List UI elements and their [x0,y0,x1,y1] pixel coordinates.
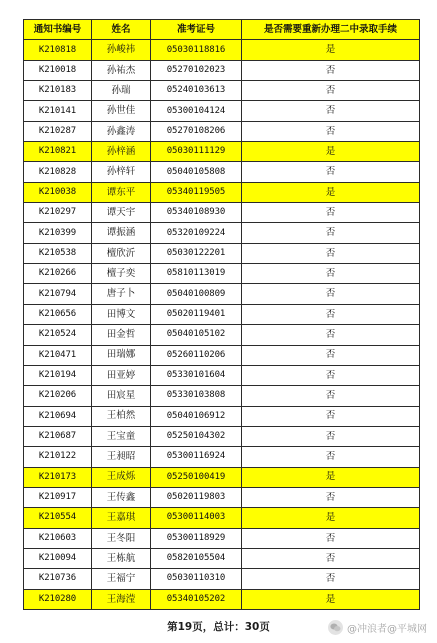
cell-notice-number: K210206 [24,386,92,406]
cell-student-name: 王嘉琪 [92,508,151,528]
cell-reapply-status: 是 [242,40,420,60]
cell-exam-number: 05330103808 [151,386,242,406]
cell-student-name: 田宸星 [92,386,151,406]
cell-notice-number: K210736 [24,569,92,589]
cell-notice-number: K210094 [24,548,92,568]
cell-exam-number: 05250100419 [151,467,242,487]
cell-student-name: 孙瑞 [92,81,151,101]
cell-notice-number: K210280 [24,589,92,609]
cell-notice-number: K210183 [24,81,92,101]
cell-student-name: 王传鑫 [92,487,151,507]
cell-exam-number: 05270102023 [151,60,242,80]
wechat-logo-icon [328,620,343,635]
cell-student-name: 唐子卜 [92,284,151,304]
cell-reapply-status: 否 [242,81,420,101]
cell-notice-number: K210656 [24,304,92,324]
cell-notice-number: K210399 [24,223,92,243]
cell-student-name: 檀子奕 [92,264,151,284]
cell-reapply-status: 否 [242,101,420,121]
cell-student-name: 王栋航 [92,548,151,568]
table-row [24,81,420,101]
wechat-bubbles-icon [330,623,341,632]
cell-student-name: 谭振涵 [92,223,151,243]
cell-notice-number: K210694 [24,406,92,426]
cell-reapply-status: 否 [242,386,420,406]
cell-reapply-status: 否 [242,243,420,263]
cell-student-name: 孙鑫涛 [92,121,151,141]
cell-notice-number: K210297 [24,203,92,223]
table-row [24,508,420,528]
cell-reapply-status: 否 [242,528,420,548]
cell-exam-number: 05810113019 [151,264,242,284]
cell-notice-number: K210828 [24,162,92,182]
table-header-row [24,20,420,40]
cell-notice-number: K210794 [24,284,92,304]
cell-reapply-status: 否 [242,121,420,141]
cell-student-name: 田博文 [92,304,151,324]
cell-notice-number: K210603 [24,528,92,548]
cell-student-name: 王宝童 [92,426,151,446]
cell-exam-number: 05270108206 [151,121,242,141]
cell-exam-number: 05020119803 [151,487,242,507]
table-row [24,60,420,80]
cell-notice-number: K210821 [24,142,92,162]
cell-reapply-status: 否 [242,284,420,304]
cell-student-name: 檀欣沂 [92,243,151,263]
cell-student-name: 谭东平 [92,182,151,202]
table-body [24,40,420,610]
table-row [24,264,420,284]
cell-reapply-status: 否 [242,487,420,507]
cell-reapply-status: 是 [242,508,420,528]
table-row [24,386,420,406]
table-row [24,487,420,507]
cell-student-name: 田亚婷 [92,365,151,385]
cell-reapply-status: 否 [242,426,420,446]
cell-exam-number: 05820105504 [151,548,242,568]
admission-table [23,19,420,610]
cell-notice-number: K210141 [24,101,92,121]
cell-student-name: 田瑞娜 [92,345,151,365]
cell-reapply-status: 是 [242,142,420,162]
cell-notice-number: K210687 [24,426,92,446]
cell-reapply-status: 是 [242,467,420,487]
table-row [24,284,420,304]
cell-reapply-status: 否 [242,304,420,324]
table-row [24,528,420,548]
cell-notice-number: K210287 [24,121,92,141]
cell-exam-number: 05030110310 [151,569,242,589]
table-row [24,243,420,263]
cell-reapply-status: 否 [242,365,420,385]
cell-exam-number: 05040105808 [151,162,242,182]
cell-student-name: 孙世佳 [92,101,151,121]
table-row [24,325,420,345]
table-row [24,162,420,182]
table-row [24,467,420,487]
cell-notice-number: K210038 [24,182,92,202]
cell-reapply-status: 否 [242,203,420,223]
watermark-text: @冲浪者@平城网 [347,623,427,635]
cell-exam-number: 05030111129 [151,142,242,162]
cell-reapply-status: 是 [242,182,420,202]
cell-notice-number: K210917 [24,487,92,507]
cell-notice-number: K210554 [24,508,92,528]
cell-exam-number: 05330101604 [151,365,242,385]
table-row [24,121,420,141]
cell-exam-number: 05020119401 [151,304,242,324]
watermark [328,618,427,636]
cell-notice-number: K210818 [24,40,92,60]
table-row [24,406,420,426]
cell-student-name: 孙峻祎 [92,40,151,60]
cell-notice-number: K210018 [24,60,92,80]
cell-exam-number: 05240103613 [151,81,242,101]
table-row [24,40,420,60]
header-notice-number: 通知书编号 [24,20,92,40]
cell-exam-number: 05250104302 [151,426,242,446]
table-row [24,142,420,162]
cell-exam-number: 05320109224 [151,223,242,243]
cell-notice-number: K210173 [24,467,92,487]
cell-exam-number: 05300116924 [151,447,242,467]
cell-notice-number: K210524 [24,325,92,345]
table-row [24,203,420,223]
cell-student-name: 王成烁 [92,467,151,487]
cell-exam-number: 05300114003 [151,508,242,528]
page-counter: 第19页，总计：30页 [167,621,270,633]
cell-reapply-status: 否 [242,447,420,467]
table-row [24,223,420,243]
table-row [24,365,420,385]
cell-exam-number: 05040105102 [151,325,242,345]
cell-reapply-status: 否 [242,345,420,365]
cell-notice-number: K210471 [24,345,92,365]
cell-reapply-status: 否 [242,264,420,284]
cell-reapply-status: 否 [242,569,420,589]
cell-exam-number: 05040100809 [151,284,242,304]
cell-exam-number: 05340108930 [151,203,242,223]
cell-student-name: 王冬阳 [92,528,151,548]
cell-reapply-status: 是 [242,589,420,609]
table-row [24,101,420,121]
cell-student-name: 田金哲 [92,325,151,345]
cell-reapply-status: 否 [242,548,420,568]
cell-student-name: 王柏然 [92,406,151,426]
header-name: 姓名 [92,20,151,40]
cell-student-name: 谭天宇 [92,203,151,223]
cell-student-name: 王福宁 [92,569,151,589]
cell-exam-number: 05030122201 [151,243,242,263]
cell-notice-number: K210194 [24,365,92,385]
cell-exam-number: 05040106912 [151,406,242,426]
header-reapply-status: 是否需要重新办理二中录取手续 [242,20,420,40]
cell-student-name: 孙梓涵 [92,142,151,162]
cell-exam-number: 05300104124 [151,101,242,121]
table-row [24,569,420,589]
cell-student-name: 孙祐杰 [92,60,151,80]
table-row [24,304,420,324]
cell-student-name: 王昶昭 [92,447,151,467]
cell-reapply-status: 否 [242,162,420,182]
cell-exam-number: 05340119505 [151,182,242,202]
cell-notice-number: K210122 [24,447,92,467]
cell-reapply-status: 否 [242,406,420,426]
cell-notice-number: K210266 [24,264,92,284]
cell-exam-number: 05260110206 [151,345,242,365]
cell-exam-number: 05300118929 [151,528,242,548]
table-row [24,589,420,609]
table-row [24,182,420,202]
cell-notice-number: K210538 [24,243,92,263]
header-exam-number: 准考证号 [151,20,242,40]
cell-reapply-status: 否 [242,325,420,345]
table-row [24,447,420,467]
table-row [24,426,420,446]
cell-student-name: 王海滢 [92,589,151,609]
cell-student-name: 孙梓轩 [92,162,151,182]
cell-exam-number: 05030118816 [151,40,242,60]
cell-exam-number: 05340105202 [151,589,242,609]
table-row [24,548,420,568]
cell-reapply-status: 否 [242,223,420,243]
cell-reapply-status: 否 [242,60,420,80]
table-row [24,345,420,365]
